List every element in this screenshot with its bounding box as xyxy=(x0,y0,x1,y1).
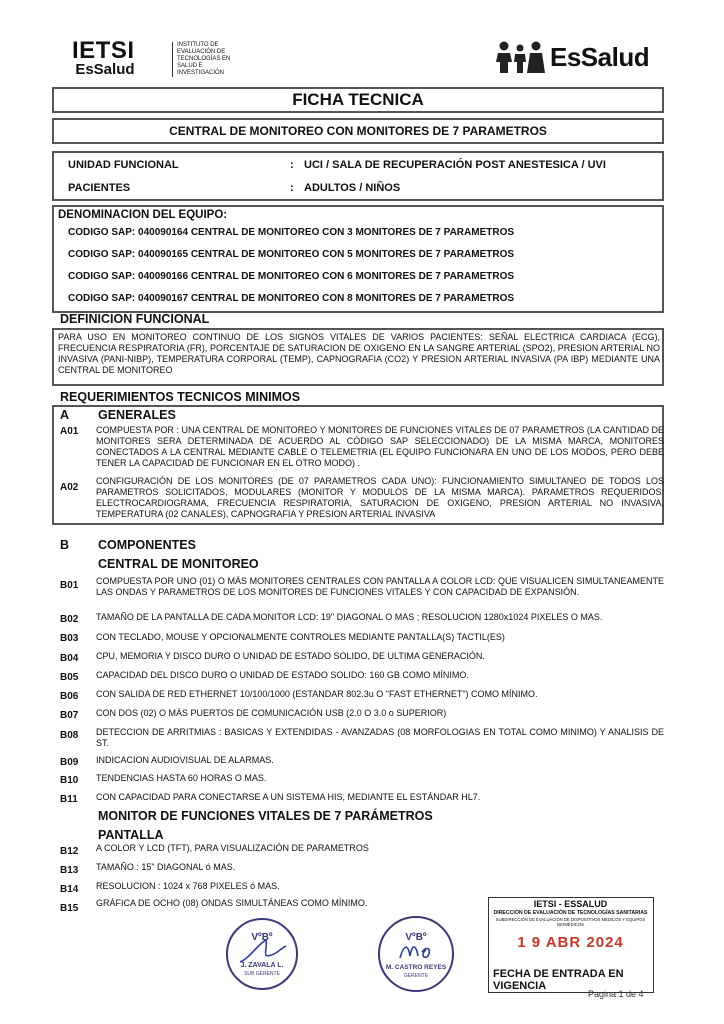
item-id: B07 xyxy=(60,710,79,721)
essalud-logo-text: EsSalud xyxy=(550,41,650,72)
ietsi-logo xyxy=(72,37,231,78)
ietsi-caption-line: TECNOLOGÍAS EN xyxy=(177,56,231,62)
vigencia-date: 1 9 ABR 2024 xyxy=(517,934,624,951)
ietsi-logo-subtext: EsSalud xyxy=(75,61,135,78)
pacientes-label: PACIENTES xyxy=(68,182,131,194)
item-id: B09 xyxy=(60,757,79,768)
ietsi-logo-caption xyxy=(172,42,247,77)
section-a-title: GENERALES xyxy=(98,408,176,422)
pacientes-value: ADULTOS / NIÑOS xyxy=(304,182,401,194)
pacientes-colon: : xyxy=(290,182,294,194)
item-text: CON CAPACIDAD PARA CONECTARSE A UN SISTEMA HIS, MEDIANTE EL ESTÁNDAR HL7. xyxy=(96,792,481,802)
item-id: B12 xyxy=(60,846,79,857)
item-id: B14 xyxy=(60,884,79,895)
item-text: COMPUESTA POR : UNA CENTRAL DE MONITOREO Y MONITORES DE FUNCIONES VITALES DE 07 PARAMETROS (LA CANTIDAD DE MONITORES SERA DETERMINADA DE ACUERDO AL CÓDIGO SAP SELECCIONADO) DE LA MISMA MARCA, MONITORES CONECTADOS A LA CENTRAL MEDIANTE CABLE O TELEMETRIA (EL EQUIPO FUNCIONARA EN UNO DE LOS MODOS, PERO DEBE TENER LA CAPACIDAD DE FUNCIONAR EN EL OTRO MODO) . xyxy=(96,425,664,468)
ietsi-caption-line: SALUD E xyxy=(177,63,203,69)
page-number: Pagina 1 de 4 xyxy=(588,989,644,999)
family-icon xyxy=(494,40,546,74)
requerimientos-heading: REQUERIMIENTOS TECNICOS MINIMOS xyxy=(60,390,301,404)
vigencia-line: DIRECCIÓN DE EVALUACIÓN DE TECNOLOGÍAS SANITARIAS xyxy=(493,910,648,916)
monitor-heading: MONITOR DE FUNCIONES VITALES DE 7 PARÁMETROS xyxy=(98,809,433,823)
page-title: FICHA TECNICA xyxy=(52,87,664,113)
unit-info-box xyxy=(52,151,664,201)
section-b-title: COMPONENTES xyxy=(98,538,196,552)
seal-name: M. CASTRO REYES xyxy=(385,964,447,971)
vigencia-stamp xyxy=(488,897,654,993)
codigo-sap-line: CODIGO SAP: 040090165 CENTRAL DE MONITOREO CON 5 MONITORES DE 7 PARAMETROS xyxy=(68,249,515,260)
seal-vb: VºBº xyxy=(251,932,273,943)
codigo-sap-line: CODIGO SAP: 040090166 CENTRAL DE MONITOREO CON 6 MONITORES DE 7 PARAMETROS xyxy=(68,271,515,282)
ietsi-logo-text: IETSI xyxy=(72,37,135,64)
item-text: TAMAÑO : 15" DIAGONAL ó MAS. xyxy=(96,862,236,872)
item-text: COMPUESTA POR UNO (01) O MÁS MONITORES CENTRALES CON PANTALLA A COLOR LCD: QUE VISUALICEN SIMULTANEAMENTE LAS ONDAS Y PARAMETROS DE LOS MONITORES DE FUNCIONES VITALES Y CON CAPACIDAD DE EXPANSIÓN. xyxy=(96,576,664,597)
codigo-sap-line: CODIGO SAP: 040090167 CENTRAL DE MONITOREO CON 8 MONITORES DE 7 PARAMETROS xyxy=(68,293,515,304)
item-text: CON DOS (02) O MÁS PUERTOS DE COMUNICACIÓN USB (2.0 O 3.0 o SUPERIOR) xyxy=(96,708,447,718)
item-id: B06 xyxy=(60,691,79,702)
essalud-logo xyxy=(494,40,649,74)
vigencia-line: SUBDIRECCIÓN DE EVALUACIÓN DE DISPOSITIVOS MÉDICOS Y EQUIPOS BIOMÉDICOS xyxy=(495,917,646,927)
denominacion-heading: DENOMINACION DEL EQUIPO: xyxy=(58,209,228,221)
item-id: B01 xyxy=(60,580,79,591)
item-id: B11 xyxy=(60,794,78,805)
item-text: DETECCION DE ARRITMIAS : BASICAS Y EXTENDIDAS - AVANZADAS (08 MORFOLOGIAS EN TOTAL COMO MINIMO) Y ANALISIS DE ST. xyxy=(96,727,664,748)
definicion-text: PARA USO EN MONITOREO CONTINUO DE LOS SIGNOS VITALES DE VARIOS PACIENTES: SEÑAL ELECTRICA CARDIACA (ECG), FRECUENCIA RESPIRATORIA (FR), PORCENTAJE DE SATURACION DE OXIGENO EN LA SANGRE ARTERIAL (SPO2), PRESION ARTERIAL NO INVASIVA (PANI-NIBP), TEMPERATURA CORPORAL (TEMP), CAPNOGRAFIA (CO2) Y PRESION ARTERIAL INVASIVA (PA IBP) MEDIANTE UNA CENTRAL DE MONITOREO xyxy=(58,332,660,375)
item-id: B04 xyxy=(60,653,79,664)
item-text: CON SALIDA DE RED ETHERNET 10/100/1000 (ESTANDAR 802.3u O "FAST ETHERNET") COMO MÍNIMO. xyxy=(96,689,538,699)
unidad-label: UNIDAD FUNCIONAL xyxy=(68,159,179,171)
item-text: TENDENCIAS HASTA 60 HORAS O MAS. xyxy=(96,773,267,783)
item-id: A02 xyxy=(60,482,79,493)
item-text: CPU, MEMORIA Y DISCO DURO O UNIDAD DE ESTADO SOLIDO, DE ULTIMA GENERACIÓN. xyxy=(96,651,485,661)
item-text: TAMAÑO DE LA PANTALLA DE CADA MONITOR LCD: 19" DIAGONAL O MAS ; RESOLUCION 1280x1024 PIXELES O MAS. xyxy=(96,612,603,622)
pantalla-heading: PANTALLA xyxy=(98,828,164,842)
seal-role: GERENTE xyxy=(403,973,429,979)
seal-role: SUB GERENTE xyxy=(244,971,280,977)
item-id: B03 xyxy=(60,633,79,644)
item-text: GRÁFICA DE OCHO (08) ONDAS SIMULTÁNEAS COMO MÍNIMO. xyxy=(96,898,368,908)
item-id: A01 xyxy=(60,426,79,437)
unidad-value: UCI / SALA DE RECUPERACIÓN POST ANESTESICA / UVI xyxy=(304,159,606,171)
seal-vb: VºBº xyxy=(405,932,427,943)
item-text: CAPACIDAD DEL DISCO DURO O UNIDAD DE ESTADO SOLIDO: 160 GB COMO MÍNIMO. xyxy=(96,670,469,680)
item-text: INDICACION AUDIOVISUAL DE ALARMAS. xyxy=(96,755,274,765)
ietsi-caption-line: INVESTIGACIÓN xyxy=(177,70,225,76)
item-id: B05 xyxy=(60,672,79,683)
section-a-letter: A xyxy=(60,408,70,422)
definicion-box xyxy=(52,328,664,386)
approval-seal-1 xyxy=(226,918,298,990)
approval-seal-2 xyxy=(378,916,454,992)
ietsi-caption-line: INSTITUTO DE xyxy=(177,42,219,48)
item-text: A COLOR Y LCD (TFT), PARA VISUALIZACIÓN DE PARAMETROS xyxy=(96,843,369,853)
vigencia-label: FECHA DE ENTRADA EN VIGENCIA xyxy=(493,968,624,992)
unidad-colon: : xyxy=(290,159,294,171)
vigencia-top: IETSI - ESSALUD xyxy=(533,899,608,909)
seal-name: J. ZAVALA L. xyxy=(240,962,284,969)
item-text: RESOLUCION : 1024 x 768 PIXELES ó MAS. xyxy=(96,881,280,891)
item-id: B08 xyxy=(60,730,79,741)
denominacion-box xyxy=(52,205,664,313)
codigo-sap-line: CODIGO SAP: 040090164 CENTRAL DE MONITOREO CON 3 MONITORES DE 7 PARAMETROS xyxy=(68,227,515,238)
item-id: B02 xyxy=(60,614,79,625)
section-b-letter: B xyxy=(60,538,70,552)
item-id: B13 xyxy=(60,865,79,876)
item-text: CON TECLADO, MOUSE Y OPCIONALMENTE CONTROLES MEDIANTE PANTALLA(S) TACTIL(ES) xyxy=(96,632,505,642)
definicion-heading: DEFINICION FUNCIONAL xyxy=(60,312,210,326)
signature-mark xyxy=(398,938,438,962)
central-heading: CENTRAL DE MONITOREO xyxy=(98,557,259,571)
item-id: B10 xyxy=(60,775,79,786)
page-subtitle: CENTRAL DE MONITOREO CON MONITORES DE 7 PARAMETROS xyxy=(52,118,664,144)
item-text: CONFIGURACIÓN DE LOS MONITORES (DE 07 PARAMETROS CADA UNO): FUNCIONAMIENTO SIMULTANEO DE TODOS LOS PARAMETROS SOLICITADOS, MODULARES (MONITOR Y MODULOS DE LA MISMA MARCA). PARAMETROS REQUERIDOS: ELECTROCARDIOGRAMA, FRECUENCIA RESPIRATORIA, SATURACION DE OXIGENO, PRESION ARTERIAL NO INVASIVA, TEMPERATURA (02 CANALES), CAPNOGRAFIA Y PRESION ARTERIAL INVASIVA xyxy=(96,476,664,519)
item-id: B15 xyxy=(60,903,79,914)
ietsi-caption-line: EVALUACIÓN DE xyxy=(177,49,226,55)
